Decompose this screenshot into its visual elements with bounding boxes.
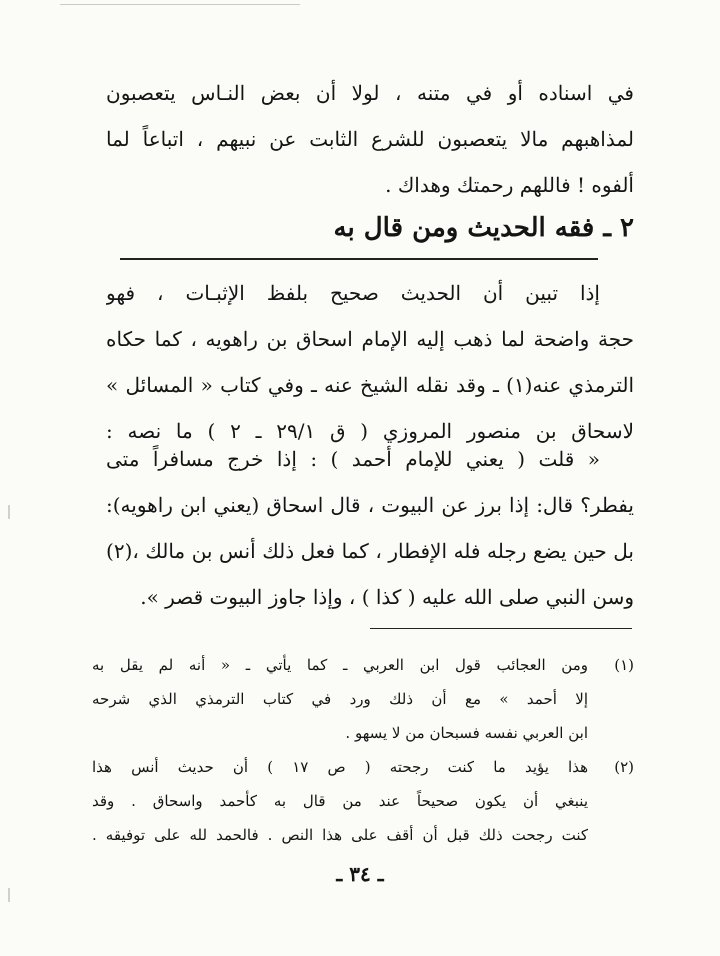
- footnotes: [92, 648, 634, 852]
- text-line: بل حين يضع رجله فله الإفطار ، كما فعل ذلك أنس بن مالك ،(٢): [106, 539, 634, 563]
- footnote-separator: [370, 628, 632, 629]
- scan-artifact: [8, 505, 10, 519]
- text-line: حجة واضحة لما ذهب إليه الإمام اسحاق بن راهويه ، كما حكاه: [106, 327, 634, 351]
- footnote-number: (٢): [614, 758, 634, 776]
- footnote-line: ومن العجائب قول ابن العربي ـ كما يأتي ـ « أنه لم يقل به: [92, 656, 588, 674]
- text-line: لاسحاق بن منصور المروزي ( ق ٢٩/١ ـ ٢ ) ما نصه :: [106, 419, 634, 443]
- footnote-2: [92, 750, 634, 852]
- page-number: ـ ٣٤ ـ: [336, 862, 384, 886]
- text-line: الترمذي عنه(١) ـ وقد نقله الشيخ عنه ـ وفي كتاب « المسائل »: [106, 373, 634, 397]
- footnote-1: [92, 648, 634, 750]
- section-heading: ٢ ـ فقه الحديث ومن قال به: [333, 213, 634, 243]
- text-line: في اسناده أو في متنه ، لولا أن بعض النـاس يتعصبون: [106, 81, 634, 105]
- footnote-number: (١): [614, 656, 634, 674]
- text-line: لمذاهبهم مالا يتعصبون للشرع الثابت عن نبيهم ، اتباعاً لما: [106, 127, 634, 151]
- text-line: إذا تبين أن الحديث صحيح بلفظ الإثبـات ، فهو: [106, 281, 600, 305]
- text-line: « قلت ( يعني للإمام أحمد ) : إذا خرج مسافراً متى: [106, 447, 600, 471]
- footnote-line: ينبغي أن يكون صحيحاً عند من قال به كأحمد واسحاق . وقد: [92, 792, 588, 810]
- paragraph-fiqh: [106, 270, 634, 454]
- text-line: يفطر؟ قال: إذا برز عن البيوت ، قال اسحاق (يعني ابن راهويه):: [106, 493, 634, 517]
- quoted-passage: [106, 436, 634, 620]
- text-line: ألفوه ! فاللهم رحمتك وهداك .: [385, 173, 634, 197]
- footnote-line: إلا أحمد » مع أن ذلك ورد في كتاب الترمذي الذي شرحه: [92, 690, 588, 708]
- paragraph-continuation: [106, 70, 634, 208]
- footnote-line: ابن العربي نفسه فسبحان من لا يسهو .: [345, 724, 588, 742]
- heading-underline: [120, 258, 598, 260]
- text-line: وسن النبي صلى الله عليه ( كذا ) ، وإذا جاوز البيوت قصر ».: [140, 585, 634, 609]
- scan-top-line: [60, 4, 300, 5]
- footnote-line: هذا يؤيد ما كنت رجحته ( ص ١٧ ) أن حديث أنس هذا: [92, 758, 588, 776]
- scan-artifact: [8, 888, 10, 902]
- footnote-line: كنت رجحت ذلك قبل أن أقف على هذا النص . فالحمد لله على توفيقه .: [92, 826, 588, 844]
